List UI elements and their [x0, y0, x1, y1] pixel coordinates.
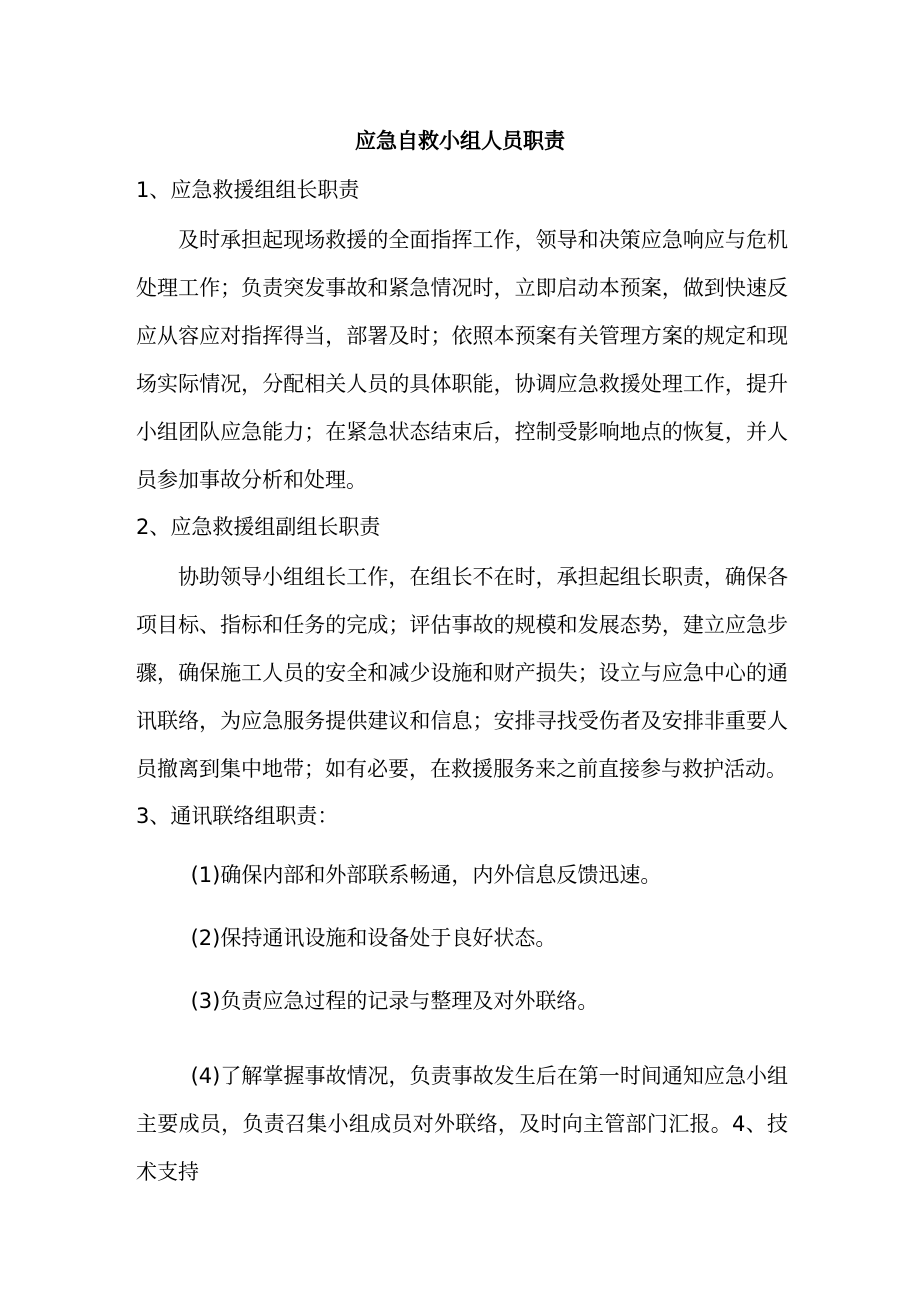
list-item: (1)确保内部和外部联系畅通，内外信息反馈迅速。: [190, 863, 662, 887]
list-item: (4)了解掌握事故情况，负责事故发生后在第一时间通知应急小组主要成员，负责召集小组成员对外联络，及时向主管部门汇报。4、技术支持: [136, 1064, 788, 1184]
section-heading-communication: 3、通讯联络组职责：: [136, 804, 339, 828]
section-heading-deputy: 2、应急救援组副组长职责: [136, 515, 381, 539]
document-title: 应急自救小组人员职责: [355, 129, 565, 153]
section-body-deputy: 协助领导小组组长工作，在组长不在时，承担起组长职责，确保各项目标、指标和任务的完成；评估事故的规模和发展态势，建立应急步骤，确保施工人员的安全和减少设施和财产损失；设立与应急中心的通讯联络，为应急服务提供建议和信息；安排寻找受伤者及安排非重要人员撤离到集中地带；如有必要，在救援服务来之前直接参与救护活动。: [136, 565, 788, 781]
list-item: (2)保持通讯设施和设备处于良好状态。: [190, 926, 557, 950]
section-body-leader: 及时承担起现场救援的全面指挥工作，领导和决策应急响应与危机处理工作；负责突发事故和紧急情况时，立即启动本预案，做到快速反应从容应对指挥得当，部署及时；依照本预案有关管理方案的规定和现场实际情况，分配相关人员的具体职能，协调应急救援处理工作，提升小组团队应急能力；在紧急状态结束后，控制受影响地点的恢复，并人员参加事故分析和处理。: [136, 228, 788, 492]
section-heading-leader: 1、应急救援组组长职责: [136, 178, 360, 202]
list-item: (3)负责应急过程的记录与整理及对外联络。: [190, 989, 599, 1013]
